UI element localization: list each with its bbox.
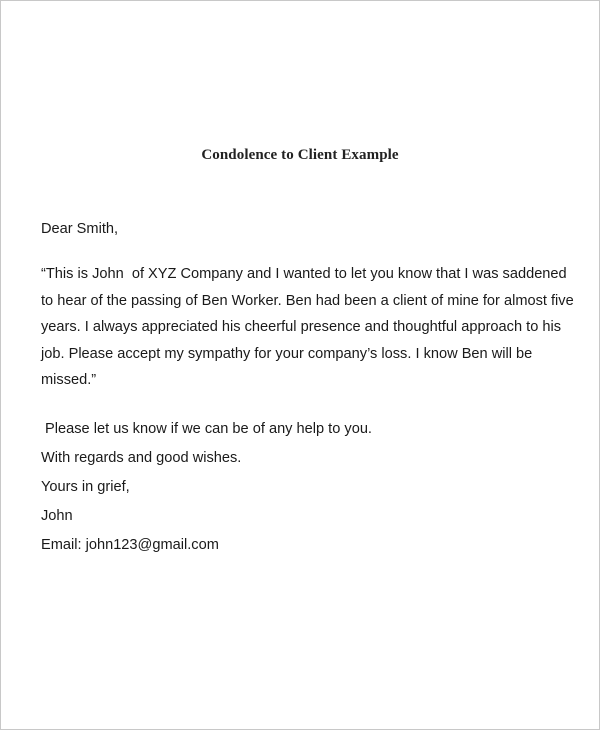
document-title: Condolence to Client Example xyxy=(201,147,399,163)
sender-name: John xyxy=(41,508,73,524)
letter-paragraph xyxy=(41,261,581,394)
paragraph-line: job. Please accept my sympathy for your company’s loss. I know Ben will be xyxy=(41,345,533,362)
help-offer-line: Please let us know if we can be of any help to you. xyxy=(41,421,372,437)
salutation: Dear Smith, xyxy=(41,221,119,237)
sender-email: Email: john123@gmail.com xyxy=(41,537,219,553)
paragraph-line: missed.” xyxy=(41,372,97,388)
paragraph-line: “This is John of XYZ Company and I wanted to let you know that I was saddened xyxy=(41,266,567,282)
paragraph-line: years. I always appreciated his cheerful presence and thoughtful approach to his xyxy=(41,319,562,335)
letter-closing xyxy=(41,415,372,560)
sign-off-line: Yours in grief, xyxy=(41,479,130,495)
paragraph-line: to hear of the passing of Ben Worker. Ben had been a client of mine for almost five xyxy=(41,292,574,309)
regards-line: With regards and good wishes. xyxy=(41,450,242,466)
